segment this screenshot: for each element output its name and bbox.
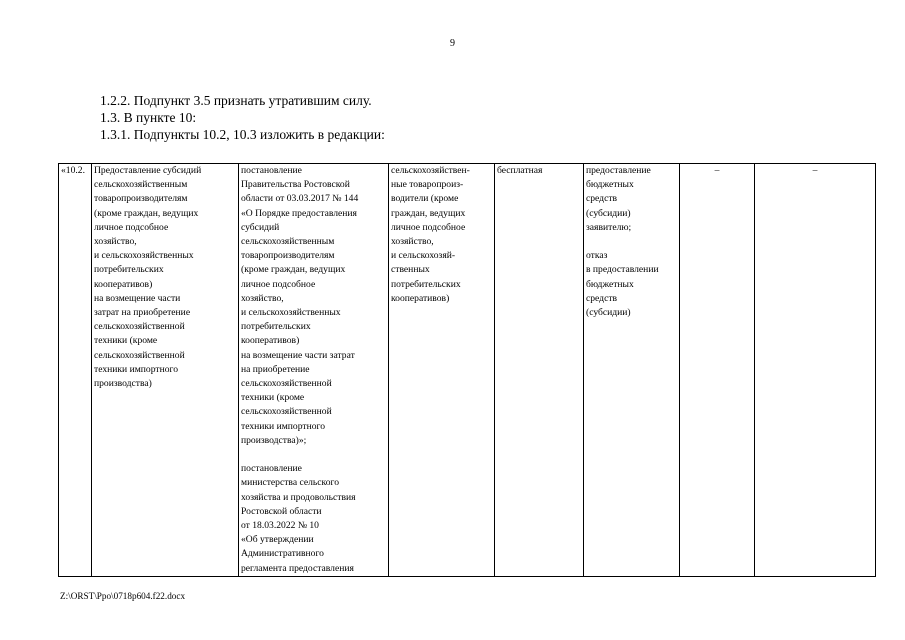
services-table <box>58 163 876 577</box>
table-cell-service-name: Предоставление субсидий сельскохозяйственным товаропроизводителям (кроме граждан, ведущих личное подсобное хозяйство, и сельскохозяйственных потребительских кооперативов) на возмещение части затрат на приобретение сельскохозяйственной техники (кроме сельскохозяйственной техники импортного производства) <box>92 164 239 577</box>
table-cell-cost: бесплатная <box>495 164 584 577</box>
table-cell-dash-1: – <box>680 164 755 577</box>
table-row <box>59 164 876 577</box>
page-number: 9 <box>450 38 455 49</box>
table-cell-number: «10.2. <box>59 164 92 577</box>
table-cell-result: предоставление бюджетных средств (субсидии) заявителю; отказ в предоставлении бюджетных средств (субсидии) <box>584 164 680 577</box>
table-cell-legal-acts: постановление Правительства Ростовской области от 03.03.2017 № 144 «О Порядке предоставления субсидий сельскохозяйственным товаропроизводителям (кроме граждан, ведущих личное подсобное хозяйство, и сельскохозяйственных потребительских кооперативов) на возмещение части затрат на приобретение сельскохозяйственной техники (кроме сельскохозяйственной техники импортного производства)»; постановление министерства сельского хозяйства и продовольствия Ростовской области от 18.03.2022 № 10 «Об утверждении Административного регламента предоставления <box>239 164 389 577</box>
table-cell-applicants: сельскохозяйствен- ные товаропроиз- водители (кроме граждан, ведущих личное подсобное хозяйство, и сельскохозяй- ственных потребительских кооперативов) <box>389 164 495 577</box>
table-cell-dash-2: – <box>755 164 876 577</box>
paragraph-1-3-1: 1.3.1. Подпункты 10.2, 10.3 изложить в редакции: <box>100 127 385 142</box>
footer-file-path: Z:\ORST\Ppo\0718p604.f22.docx <box>60 591 186 601</box>
paragraph-1-3: 1.3. В пункте 10: <box>100 110 197 125</box>
paragraph-1-2-2: 1.2.2. Подпункт 3.5 признать утратившим силу. <box>100 93 372 108</box>
